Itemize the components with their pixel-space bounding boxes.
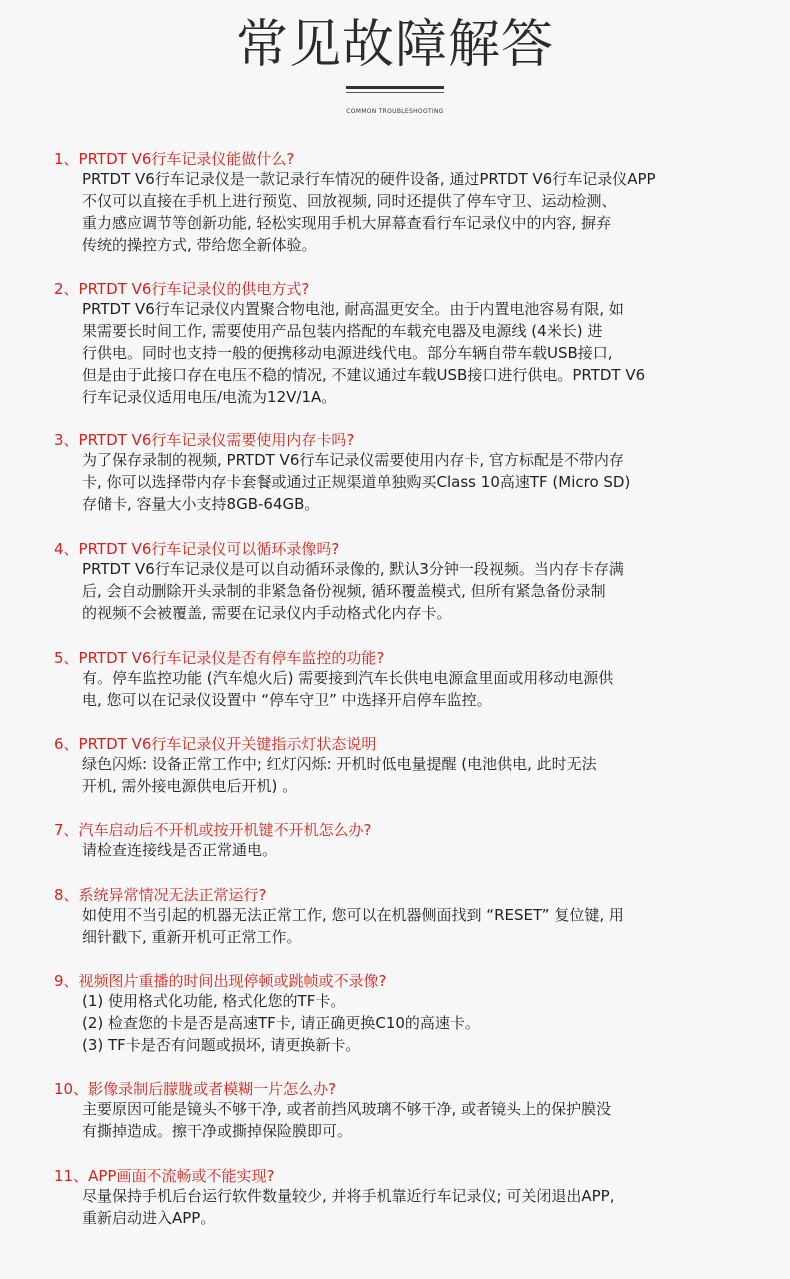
faq-answer: 请检查连接线是否正常通电。 [82,841,278,859]
faq-answer: 为了保存录制的视频, PRTDT V6行车记录仪需要使用内存卡, 官方标配是不带内存 卡, 你可以选择带内存卡套餐或通过正规渠道单独购买Class 10高速TF (Micro SD) 存储卡, 容量大小支持8GB-64GB。 [82,451,631,513]
faq-answer: 如使用不当引起的机器无法正常工作, 您可以在机器侧面找到 “RESET” 复位键, 用 细针戳下, 重新开机可正常工作。 [82,906,624,946]
faq-question: 9、视频图片重播的时间出现停顿或跳帧或不录像? [54,972,387,990]
faq-answer: 尽量保持手机后台运行软件数量较少, 并将手机靠近行车记录仪; 可关闭退出APP, 重新启动进入APP。 [82,1187,615,1227]
faq-answer: 绿色闪烁: 设备正常工作中; 红灯闪烁: 开机时低电量提醒 (电池供电, 此时无法 开机, 需外接电源供电后开机) 。 [82,755,597,795]
page-title: 常见故障解答 [235,15,554,75]
page-subtitle: COMMON TROUBLESHOOTING [346,108,444,115]
faq-question: 11、APP画面不流畅或不能实现? [54,1167,275,1185]
faq-answer: PRTDT V6行车记录仪内置聚合物电池, 耐高温更安全。由于内置电池容易有限, 如 果需要长时间工作, 需要使用产品包装内搭配的车载充电器及电源线 (4米长) 进 行供电。同时也支持一般的便携移动电源进线代电。部分车辆自带车载USB接口, 但是由于此接口存在电压不稳的情况, 不建议通过车载USB接口进行供电。PRTDT V6 行车记录仪适用电压/电流为12V/1A。 [82,300,646,406]
faq-question: 8、系统异常情况无法正常运行? [54,886,267,904]
faq-question: 1、PRTDT V6行车记录仪能做什么? [54,150,295,168]
faq-question: 6、PRTDT V6行车记录仪开关键指示灯状态说明 [54,735,377,753]
faq-question: 3、PRTDT V6行车记录仪需要使用内存卡吗? [54,431,355,449]
faq-question: 5、PRTDT V6行车记录仪是否有停车监控的功能? [54,649,385,667]
faq-answer: 有。停车监控功能 (汽车熄火后) 需要接到汽车长供电电源盒里面或用移动电源供 电, 您可以在记录仪设置中 “停车守卫” 中选择开启停车监控。 [82,669,614,709]
faq-question: 10、影像录制后朦胧或者模糊一片怎么办? [54,1080,337,1098]
faq-question: 4、PRTDT V6行车记录仪可以循环录像吗? [54,540,340,558]
faq-answer: PRTDT V6行车记录仪是一款记录行车情况的硬件设备, 通过PRTDT V6行车记录仪APP 不仅可以直接在手机上进行预览、回放视频, 同时还提供了停车守卫、运动检测、 重力感应调节等创新功能, 轻松实现用手机大屏幕查看行车记录仪中的内容, 摒弃 传统的操控方式, 带给您全新体验。 [82,170,656,254]
faq-answer: (1) 使用格式化功能, 格式化您的TF卡。 (2) 检查您的卡是否是高速TF卡, 请正确更换C10的高速卡。 (3) TF卡是否有问题或损坏, 请更换新卡。 [82,992,480,1054]
title-underline [346,86,444,89]
faq-question: 2、PRTDT V6行车记录仪的供电方式? [54,280,310,298]
faq-question: 7、汽车启动后不开机或按开机键不开机怎么办? [54,821,372,839]
title-underline-thin [346,92,444,93]
faq-answer: PRTDT V6行车记录仪是可以自动循环录像的, 默认3分钟一段视频。当内存卡存满 后, 会自动删除开头录制的非紧急备份视频, 循环覆盖模式, 但所有紧急备份录制 的视频不会被覆盖, 需要在记录仪内手动格式化内存卡。 [82,560,624,622]
faq-answer: 主要原因可能是镜头不够干净, 或者前挡风玻璃不够干净, 或者镜头上的保护膜没 有撕掉造成。擦干净或撕掉保险膜即可。 [82,1100,612,1140]
